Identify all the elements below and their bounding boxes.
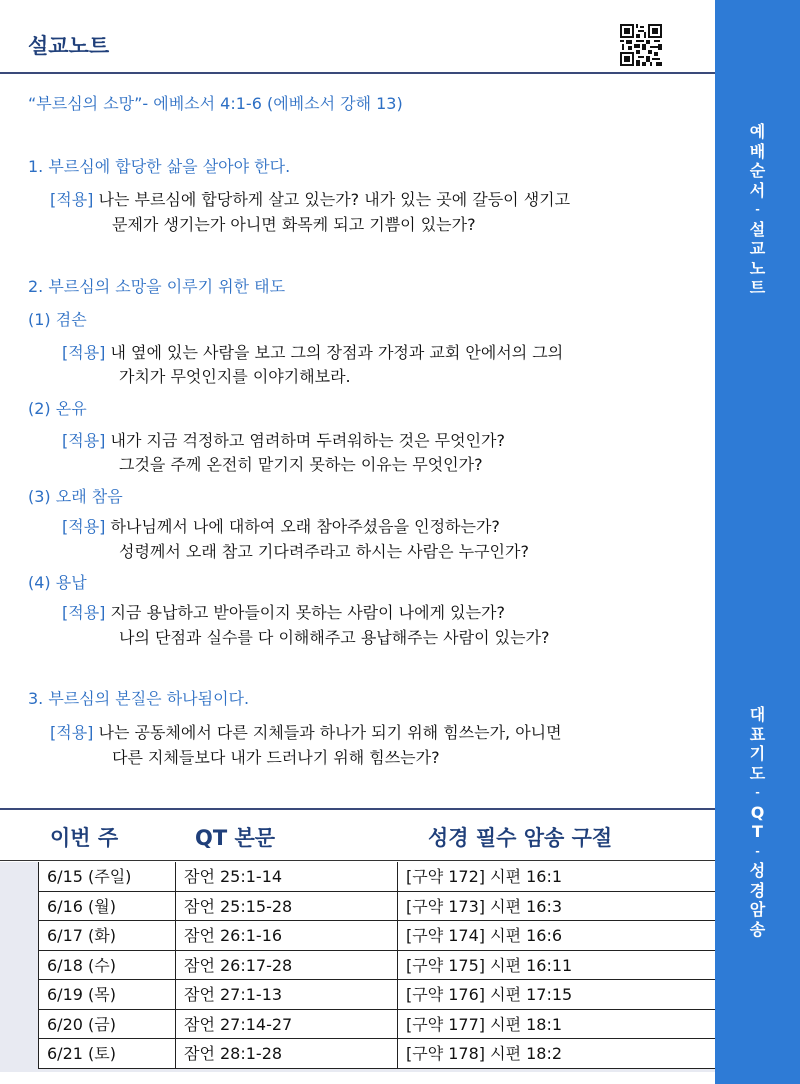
application-tag: [적용] bbox=[62, 517, 106, 536]
header-divider bbox=[0, 72, 715, 74]
column-header-qt: QT 본문 bbox=[195, 826, 276, 850]
table-row bbox=[0, 980, 715, 1010]
qt-cell: 잠언 26:1-16 bbox=[176, 921, 398, 951]
side-char: 트 bbox=[749, 278, 766, 297]
date-cell: 6/20 (금) bbox=[38, 1010, 176, 1040]
sermon-title: “부르심의 소망”- 에베소서 4:1-6 (에베소서 강해 13) bbox=[28, 94, 403, 113]
table-row bbox=[0, 951, 715, 981]
application-tag: [적용] bbox=[62, 343, 106, 362]
sub-point-label: (1) 겸손 bbox=[28, 310, 87, 329]
application-text: 성령께서 오래 참고 기다려주라고 하시는 사람은 누구인가? bbox=[119, 542, 529, 561]
application-line bbox=[50, 187, 570, 210]
application-text: 하나님께서 나에 대하여 오래 참아주셨음을 인정하는가? bbox=[110, 517, 500, 536]
side-char: 배 bbox=[749, 141, 766, 161]
side-char: 성 bbox=[749, 861, 766, 880]
date-cell: 6/18 (수) bbox=[38, 951, 176, 981]
table-header-divider bbox=[0, 860, 715, 861]
side-char: - bbox=[755, 844, 760, 858]
application-tag: [적용] bbox=[62, 431, 106, 450]
table-row bbox=[0, 862, 715, 892]
side-char: 도 bbox=[749, 763, 766, 783]
date-cell: 6/21 (토) bbox=[38, 1039, 176, 1069]
side-char: 설 bbox=[749, 219, 766, 239]
date-cell: 6/16 (월) bbox=[38, 892, 176, 922]
application-text: 내가 지금 걱정하고 염려하며 두려워하는 것은 무엇인가? bbox=[110, 431, 505, 450]
application-line bbox=[62, 428, 505, 451]
application-text: 지금 용납하고 받아들이지 못하는 사람이 나에게 있는가? bbox=[110, 603, 505, 622]
side-char: 순 bbox=[749, 161, 766, 180]
date-cell: 6/19 (목) bbox=[38, 980, 176, 1010]
application-tag: [적용] bbox=[50, 723, 94, 742]
application-text: 그것을 주께 온전히 맡기지 못하는 이유는 무엇인가? bbox=[119, 455, 483, 474]
qt-cell: 잠언 25:15-28 bbox=[176, 892, 398, 922]
side-tab-prayer-qt-memory[interactable] bbox=[715, 705, 800, 939]
application-line bbox=[62, 600, 505, 623]
schedule-table bbox=[0, 862, 715, 1072]
side-char: - bbox=[755, 786, 760, 799]
column-header-week: 이번 주 bbox=[50, 826, 119, 850]
verse-cell: [구약 173] 시편 16:3 bbox=[398, 892, 715, 922]
qt-cell: 잠언 25:1-14 bbox=[176, 862, 398, 892]
side-char: 경 bbox=[749, 880, 766, 900]
date-cell: 6/17 (화) bbox=[38, 921, 176, 951]
point-1-heading: 1. 부르심에 합당한 삶을 살아야 한다. bbox=[28, 157, 291, 176]
date-cell: 6/15 (주일) bbox=[38, 862, 176, 892]
sub-point-label: (4) 용납 bbox=[28, 573, 87, 592]
application-line bbox=[62, 340, 563, 363]
table-row bbox=[0, 1039, 715, 1069]
application-tag: [적용] bbox=[50, 190, 94, 209]
side-char: 표 bbox=[749, 724, 766, 744]
table-row bbox=[0, 921, 715, 951]
verse-cell: [구약 174] 시편 16:6 bbox=[398, 921, 715, 951]
column-header-memory-verse: 성경 필수 암송 구절 bbox=[428, 826, 613, 850]
sub-point-label: (3) 오래 참음 bbox=[28, 487, 123, 506]
application-text: 가치가 무엇인지를 이야기해보라. bbox=[119, 367, 351, 386]
application-text: 나는 부르심에 합당하게 살고 있는가? 내가 있는 곳에 갈등이 생기고 bbox=[98, 190, 571, 209]
point-3-heading: 3. 부르심의 본질은 하나됨이다. bbox=[28, 689, 250, 708]
side-char: 송 bbox=[749, 919, 766, 939]
application-text: 다른 지체들보다 내가 드러나기 위해 힘쓰는가? bbox=[112, 748, 440, 767]
side-char: - bbox=[755, 203, 760, 216]
side-char: 교 bbox=[749, 239, 766, 258]
application-text: 내 옆에 있는 사람을 보고 그의 장점과 가정과 교회 안에서의 그의 bbox=[110, 343, 564, 362]
verse-cell: [구약 172] 시편 16:1 bbox=[398, 862, 715, 892]
side-char: 노 bbox=[749, 258, 766, 278]
table-row bbox=[0, 1010, 715, 1040]
application-text: 문제가 생기는가 아니면 화목케 되고 기쁨이 있는가? bbox=[112, 215, 476, 234]
page-title: 설교노트 bbox=[28, 34, 110, 58]
table-row bbox=[0, 892, 715, 922]
table-top-divider bbox=[0, 808, 715, 810]
verse-cell: [구약 178] 시편 18:2 bbox=[398, 1039, 715, 1069]
qt-cell: 잠언 28:1-28 bbox=[176, 1039, 398, 1069]
verse-cell: [구약 177] 시편 18:1 bbox=[398, 1010, 715, 1040]
side-char: 암 bbox=[749, 900, 766, 919]
sub-point-label: (2) 온유 bbox=[28, 399, 87, 418]
side-tab-worship-order-sermon-notes[interactable] bbox=[715, 122, 800, 298]
side-char: 예 bbox=[749, 122, 766, 141]
verse-cell: [구약 176] 시편 17:15 bbox=[398, 980, 715, 1010]
verse-cell: [구약 175] 시편 16:11 bbox=[398, 951, 715, 981]
point-2-heading: 2. 부르심의 소망을 이루기 위한 태도 bbox=[28, 277, 286, 296]
application-line bbox=[50, 720, 562, 743]
side-char: Q bbox=[750, 802, 765, 822]
side-char: 대 bbox=[749, 705, 766, 724]
side-char: 기 bbox=[749, 744, 766, 763]
qt-cell: 잠언 27:1-13 bbox=[176, 980, 398, 1010]
qr-code-icon[interactable] bbox=[620, 24, 662, 66]
application-text: 나는 공동체에서 다른 지체들과 하나가 되기 위해 힘쓰는가, 아니면 bbox=[98, 723, 562, 742]
side-char: 서 bbox=[749, 180, 766, 200]
application-tag: [적용] bbox=[62, 603, 106, 622]
qt-cell: 잠언 27:14-27 bbox=[176, 1010, 398, 1040]
side-char: T bbox=[752, 822, 763, 841]
application-line bbox=[62, 514, 500, 537]
qt-cell: 잠언 26:17-28 bbox=[176, 951, 398, 981]
application-text: 나의 단점과 실수를 다 이해해주고 용납해주는 사람이 있는가? bbox=[119, 628, 550, 647]
